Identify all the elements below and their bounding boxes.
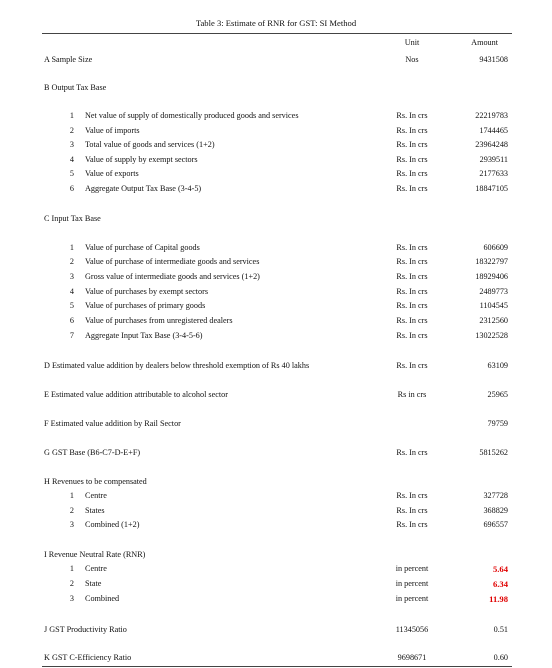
row-label: K GST C-Efficiency Ratio [44, 653, 132, 662]
item-number: 2 [69, 579, 74, 588]
item-text: Value of exports [85, 169, 139, 178]
rnr-centre-value: 5.64 [492, 564, 508, 574]
row-amount: 0.60 [493, 653, 508, 662]
item-text: Combined [85, 594, 120, 603]
item-amount: 2939511 [479, 155, 508, 164]
item-unit: Rs. In crs [396, 287, 428, 296]
item-text: Value of imports [85, 126, 140, 135]
item-amount: 2312560 [479, 316, 508, 325]
item-unit: Rs. In crs [396, 184, 428, 193]
table-row [42, 300, 512, 312]
item-number: 1 [69, 564, 74, 573]
item-amount: 1104545 [479, 301, 508, 310]
row-amount: 79759 [487, 419, 508, 428]
row-label: D Estimated value addition by dealers below threshold exemption of Rs 40 lakhs [44, 361, 310, 370]
rnr-combined-value: 11.98 [489, 594, 508, 604]
gst-productivity-row [42, 624, 512, 636]
input-tax-base-heading [42, 213, 512, 225]
item-amount: 23964248 [475, 140, 508, 149]
item-amount: 18847105 [475, 184, 508, 193]
row-unit: Nos [405, 55, 419, 64]
table-row [42, 168, 512, 180]
item-text: Value of purchases by exempt sectors [85, 287, 208, 296]
item-unit: Rs. In crs [396, 169, 428, 178]
row-amount: 9431508 [479, 55, 508, 64]
row-unit: Rs. In crs [396, 448, 428, 457]
row-amount: 25965 [487, 390, 508, 399]
item-number: 7 [69, 331, 74, 340]
item-number: 1 [69, 111, 74, 120]
item-unit: Rs. In crs [396, 140, 428, 149]
table-row [42, 110, 512, 122]
rnr-state-value: 6.34 [492, 579, 508, 589]
rnr-heading [42, 549, 512, 561]
item-unit: Rs. In crs [396, 491, 428, 500]
item-amount: 18929406 [475, 272, 508, 281]
item-amount: 2489773 [479, 287, 508, 296]
item-unit: Rs. In crs [396, 243, 428, 252]
item-number: 3 [69, 594, 74, 603]
bottom-rule [42, 666, 512, 667]
section-heading: I Revenue Neutral Rate (RNR) [44, 550, 146, 559]
section-heading: H Revenues to be compensated [44, 477, 147, 486]
item-number: 6 [69, 316, 74, 325]
item-number: 3 [69, 272, 74, 281]
table-row [42, 256, 512, 268]
table-row [42, 593, 512, 605]
item-text: State [85, 579, 102, 588]
section-heading: B Output Tax Base [44, 83, 107, 92]
table-row [42, 519, 512, 531]
item-text: Value of purchase of intermediate goods and services [85, 257, 260, 266]
table-row [42, 286, 512, 298]
table-row [42, 563, 512, 575]
row-label: A Sample Size [44, 55, 93, 64]
table-title: Table 3: Estimate of RNR for GST: SI Method [195, 18, 357, 28]
dealers-below-threshold-row [42, 360, 512, 372]
item-number: 3 [69, 520, 74, 529]
table-row [42, 315, 512, 327]
item-amount: 13022528 [475, 331, 508, 340]
item-unit: Rs. In crs [396, 272, 428, 281]
gst-base-row [42, 447, 512, 459]
item-unit: Rs. In crs [396, 301, 428, 310]
item-amount: 368829 [483, 506, 508, 515]
item-text: States [85, 506, 105, 515]
alcohol-sector-row [42, 389, 512, 401]
item-unit: Rs. In crs [396, 316, 428, 325]
sample-size-row [42, 54, 512, 66]
section-heading: C Input Tax Base [44, 214, 101, 223]
item-number: 5 [69, 169, 74, 178]
item-unit: Rs. In crs [396, 257, 428, 266]
item-number: 4 [69, 155, 74, 164]
row-amount: 0.51 [493, 625, 508, 634]
table-row [42, 505, 512, 517]
table-row [42, 154, 512, 166]
row-unit: 9698671 [397, 653, 427, 662]
item-unit: Rs. In crs [396, 520, 428, 529]
row-label: F Estimated value addition by Rail Sector [44, 419, 181, 428]
item-number: 1 [69, 491, 74, 500]
table-row [42, 183, 512, 195]
item-text: Value of purchases from unregistered dealers [85, 316, 233, 325]
table-row [42, 490, 512, 502]
revenues-heading [42, 476, 512, 488]
column-header-row [42, 37, 512, 49]
row-label: J GST Productivity Ratio [44, 625, 127, 634]
item-number: 2 [69, 506, 74, 515]
item-number: 3 [69, 140, 74, 149]
item-number: 1 [69, 243, 74, 252]
top-rule [42, 33, 512, 34]
item-amount: 1744465 [479, 126, 508, 135]
table-row [42, 271, 512, 283]
item-amount: 696557 [483, 520, 508, 529]
table-row [42, 125, 512, 137]
item-number: 4 [69, 287, 74, 296]
table-row [42, 578, 512, 590]
item-amount: 18322797 [475, 257, 508, 266]
item-amount: 2177633 [479, 169, 508, 178]
row-amount: 5815262 [479, 448, 508, 457]
item-text: Net value of supply of domestically produced goods and services [85, 111, 299, 120]
item-text: Centre [85, 491, 107, 500]
item-number: 2 [69, 126, 74, 135]
item-unit: in percent [395, 594, 429, 603]
item-text: Value of purchases of primary goods [85, 301, 206, 310]
item-unit: Rs. In crs [396, 126, 428, 135]
item-unit: Rs. In crs [396, 155, 428, 164]
row-unit: Rs. In crs [396, 361, 428, 370]
item-number: 6 [69, 184, 74, 193]
rail-sector-row [42, 418, 512, 430]
item-amount: 606609 [483, 243, 508, 252]
amount-column-header: Amount [471, 38, 498, 47]
item-text: Gross value of intermediate goods and services (1+2) [85, 272, 260, 281]
item-unit: Rs. In crs [396, 111, 428, 120]
item-text: Total value of goods and services (1+2) [85, 140, 215, 149]
row-amount: 63109 [487, 361, 508, 370]
item-text: Aggregate Input Tax Base (3-4-5-6) [85, 331, 203, 340]
item-text: Aggregate Output Tax Base (3-4-5) [85, 184, 202, 193]
table-row [42, 330, 512, 342]
table-row [42, 139, 512, 151]
item-unit: Rs. In crs [396, 331, 428, 340]
table-row [42, 242, 512, 254]
row-label: G GST Base (B6-C7-D-E+F) [44, 448, 141, 457]
item-text: Combined (1+2) [85, 520, 140, 529]
unit-column-header: Unit [404, 38, 420, 47]
item-text: Value of purchase of Capital goods [85, 243, 200, 252]
output-tax-base-heading [42, 82, 512, 94]
row-label: E Estimated value addition attributable to alcohol sector [44, 390, 228, 399]
item-text: Value of supply by exempt sectors [85, 155, 198, 164]
item-unit: in percent [395, 579, 429, 588]
item-amount: 327728 [483, 491, 508, 500]
gst-c-efficiency-row [42, 652, 512, 664]
row-unit: 11345056 [395, 625, 429, 634]
item-unit: in percent [395, 564, 429, 573]
item-number: 2 [69, 257, 74, 266]
item-unit: Rs. In crs [396, 506, 428, 515]
item-amount: 22219783 [475, 111, 508, 120]
row-unit: Rs in crs [397, 390, 427, 399]
item-text: Centre [85, 564, 107, 573]
item-number: 5 [69, 301, 74, 310]
